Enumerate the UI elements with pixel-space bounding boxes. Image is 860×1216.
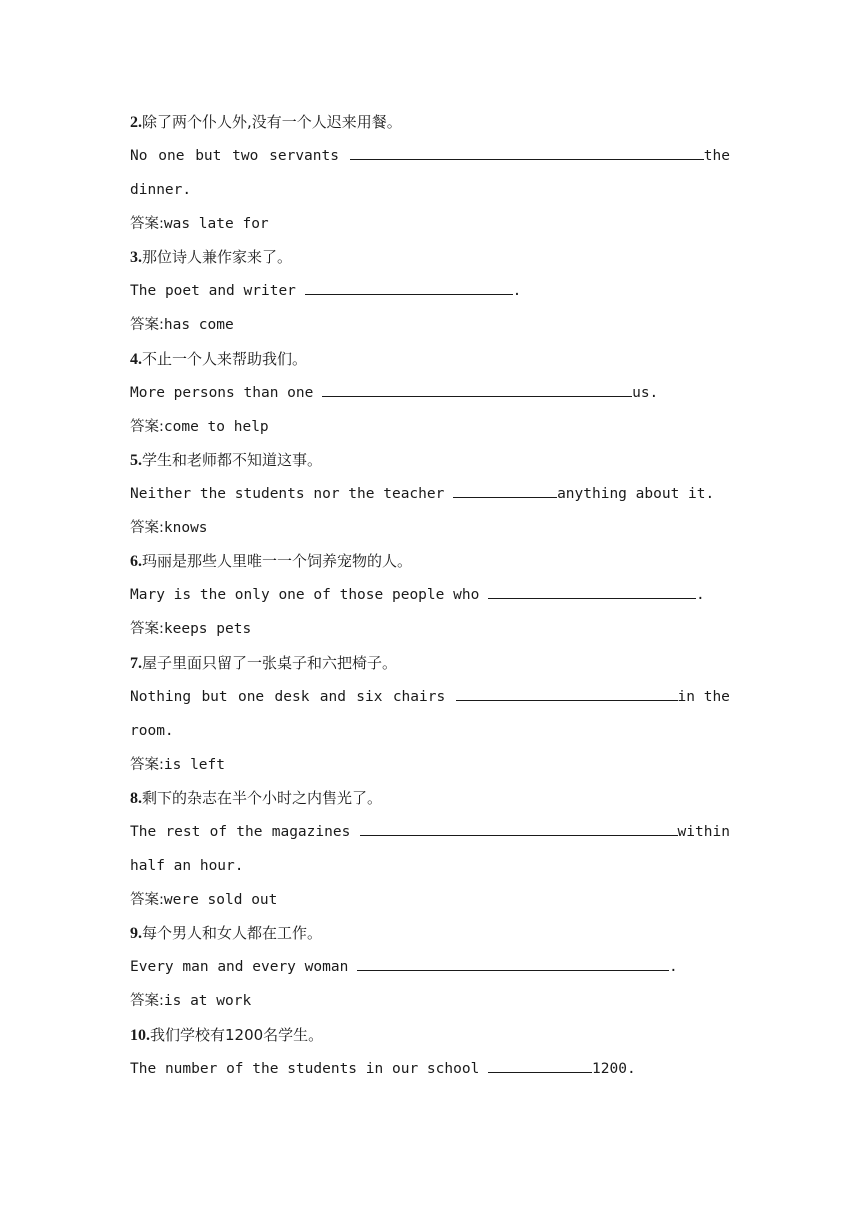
word: our	[391, 1061, 419, 1077]
word: six	[356, 689, 383, 705]
question-6-answer	[130, 612, 730, 646]
word: desk	[274, 689, 310, 705]
question-number: 5.	[130, 452, 142, 469]
question-5-sentence	[130, 477, 730, 511]
word: the	[236, 824, 263, 840]
word: one	[287, 385, 314, 401]
question-7-answer	[130, 748, 730, 782]
word: every	[252, 959, 296, 975]
question-10-sentence	[130, 1052, 730, 1086]
question-7-continuation: room.	[130, 723, 174, 739]
question-4-prompt	[130, 342, 730, 376]
answer-label: 答案:	[130, 216, 164, 232]
chinese-prompt: 除了两个仆人外,没有一个人迟来用餐。	[142, 113, 402, 131]
word: only	[234, 587, 270, 603]
word: servants	[269, 148, 339, 164]
chinese-prompt: 学生和老师都不知道这事。	[142, 451, 323, 469]
word: The	[130, 283, 157, 299]
word: one	[158, 148, 185, 164]
word: in	[365, 1061, 384, 1077]
answer-blank[interactable]	[488, 1055, 592, 1073]
word: students	[234, 486, 305, 502]
word: Neither	[130, 486, 192, 502]
question-number: 4.	[130, 351, 142, 368]
chinese-prompt: 屋子里面只留了一张桌子和六把椅子。	[142, 654, 398, 672]
question-2-answer	[130, 207, 730, 241]
answer-blank[interactable]	[453, 480, 557, 498]
chinese-prompt: 每个男人和女人都在工作。	[142, 924, 323, 942]
chinese-prompt: 那位诗人兼作家来了。	[142, 248, 293, 266]
word: is	[173, 587, 192, 603]
sentence-tail: .	[512, 283, 522, 299]
sentence-tail: .	[696, 587, 705, 603]
word: one	[237, 689, 265, 705]
question-8-answer	[130, 883, 730, 917]
answer-label: 答案:	[130, 419, 164, 435]
word: students	[287, 1061, 358, 1077]
word: the	[348, 486, 375, 502]
answer-label: 答案:	[130, 993, 164, 1009]
word: persons	[173, 385, 235, 401]
word: of	[226, 1061, 244, 1077]
question-7-sentence	[130, 680, 730, 714]
question-4-sentence	[130, 376, 730, 410]
chinese-prompt: 我们学校有1200名学生。	[150, 1026, 324, 1044]
word: the	[199, 486, 227, 502]
sentence-tail: anything about it.	[557, 486, 715, 502]
word: Mary	[130, 587, 165, 603]
question-number: 7.	[130, 655, 142, 672]
sentence-tail: us.	[632, 385, 659, 401]
word: Every	[130, 959, 174, 975]
word: school	[426, 1061, 480, 1077]
word: The	[130, 824, 157, 840]
answer-text: knows	[163, 520, 208, 536]
question-3-sentence	[130, 274, 730, 308]
word: and	[319, 689, 346, 705]
question-8-continuation: half an hour.	[130, 858, 244, 874]
answer-text: has come	[163, 317, 234, 333]
question-7-prompt	[130, 646, 730, 680]
answer-blank[interactable]	[456, 683, 678, 701]
answer-blank[interactable]	[322, 379, 632, 397]
answer-text: keeps pets	[163, 621, 252, 637]
question-6-sentence	[130, 578, 730, 612]
answer-label: 答案:	[130, 520, 164, 536]
word: the	[252, 1061, 279, 1077]
question-5-prompt	[130, 443, 730, 477]
question-number: 6.	[130, 553, 142, 570]
word: but	[201, 689, 228, 705]
word: people	[391, 587, 445, 603]
question-number: 9.	[130, 925, 142, 942]
answer-text: is left	[163, 757, 225, 773]
word: More	[130, 385, 165, 401]
question-number: 8.	[130, 790, 142, 807]
sentence-tail: 1200.	[592, 1061, 636, 1077]
question-4-answer	[130, 410, 730, 444]
word: of	[209, 824, 228, 840]
word: woman	[304, 959, 349, 975]
answer-text: were sold out	[163, 892, 278, 908]
word: but	[195, 148, 222, 164]
word: No	[130, 148, 148, 164]
word: and	[208, 283, 235, 299]
question-2-continuation: dinner.	[130, 182, 192, 198]
answer-text: was late for	[163, 216, 269, 232]
answer-text: come to help	[163, 419, 269, 435]
word: the	[199, 587, 227, 603]
sentence-tail: in the	[677, 689, 730, 705]
answer-blank[interactable]	[360, 818, 678, 836]
question-9-answer	[130, 984, 730, 1018]
word: than	[243, 385, 279, 401]
question-9-sentence	[130, 950, 730, 984]
word: and	[217, 959, 244, 975]
question-6-prompt	[130, 544, 730, 578]
chinese-prompt: 玛丽是那些人里唯一一个饲养宠物的人。	[142, 552, 413, 570]
word: The	[130, 1061, 157, 1077]
sentence-tail: .	[669, 959, 678, 975]
word: rest	[165, 824, 201, 840]
answer-text: is at work	[163, 993, 252, 1009]
answer-label: 答案:	[130, 621, 164, 637]
chinese-prompt: 不止一个人来帮助我们。	[142, 350, 308, 368]
word: nor	[313, 486, 340, 502]
question-number: 2.	[130, 114, 142, 131]
sentence-tail: the	[703, 148, 730, 164]
question-2-prompt	[130, 105, 730, 139]
answer-blank[interactable]	[305, 277, 513, 295]
question-5-answer	[130, 511, 730, 545]
word: writer	[243, 283, 296, 299]
word: number	[164, 1061, 218, 1077]
word: teacher	[383, 486, 445, 502]
answer-blank[interactable]	[357, 953, 669, 971]
word: who	[453, 587, 480, 603]
question-10-prompt	[130, 1018, 730, 1052]
word: those	[339, 587, 384, 603]
word: magazines	[271, 824, 351, 840]
answer-label: 答案:	[130, 892, 164, 908]
answer-label: 答案:	[130, 757, 164, 773]
word: poet	[164, 283, 200, 299]
answer-label: 答案:	[130, 317, 164, 333]
question-number: 10.	[130, 1027, 150, 1044]
word: two	[232, 148, 259, 164]
answer-blank[interactable]	[488, 581, 696, 599]
word: chairs	[392, 689, 446, 705]
question-3-answer	[130, 308, 730, 342]
question-2-sentence	[130, 139, 730, 173]
word: one	[278, 587, 305, 603]
word: of	[313, 587, 331, 603]
question-8-prompt	[130, 781, 730, 815]
chinese-prompt: 剩下的杂志在半个小时之内售光了。	[142, 789, 383, 807]
sentence-tail: within	[677, 824, 730, 840]
question-number: 3.	[130, 249, 142, 266]
word: Nothing	[130, 689, 192, 705]
question-3-prompt	[130, 240, 730, 274]
answer-blank[interactable]	[350, 142, 704, 160]
question-9-prompt	[130, 916, 730, 950]
word: man	[182, 959, 209, 975]
question-8-sentence	[130, 815, 730, 849]
